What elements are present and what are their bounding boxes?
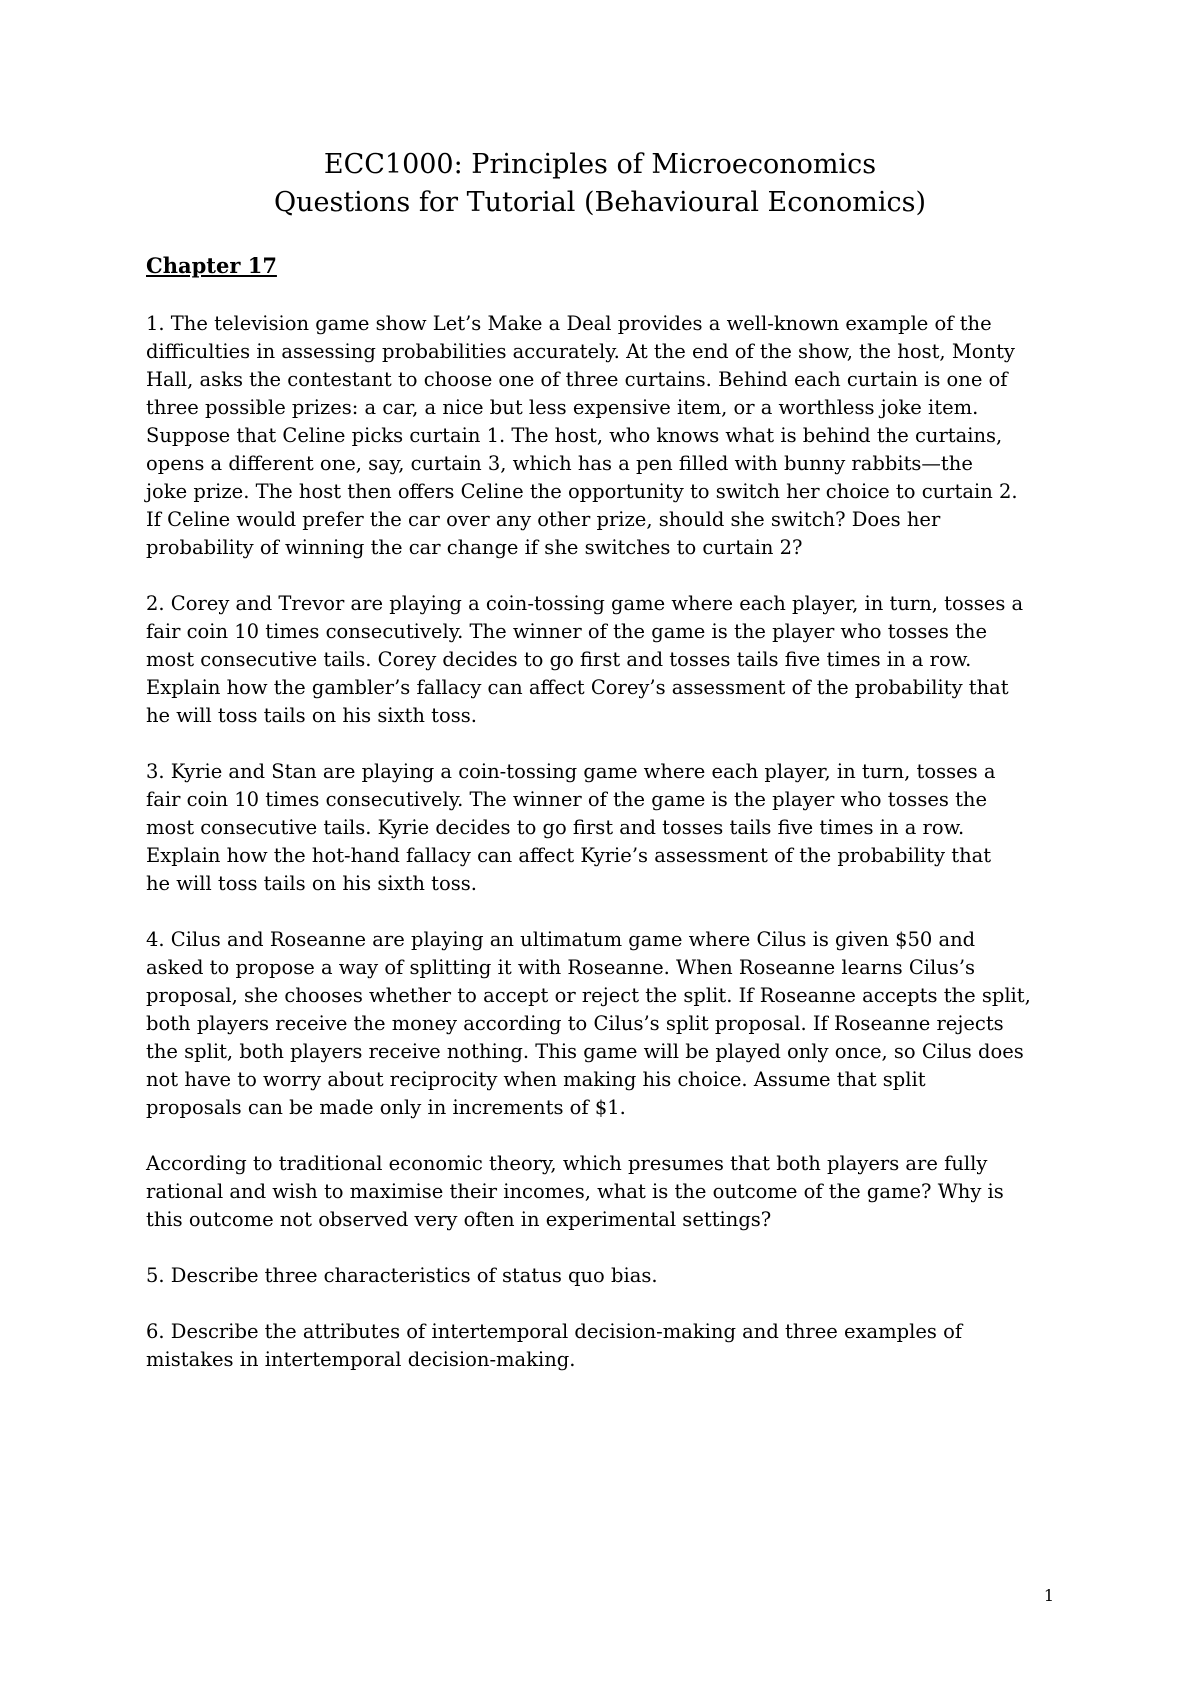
text-line: both players receive the money according to Cilus’s split proposal. If Roseanne rejects [146, 1012, 1004, 1035]
text-line: probability of winning the car change if she switches to curtain 2? [146, 536, 803, 559]
text-line: he will toss tails on his sixth toss. [146, 872, 477, 895]
text-line: fair coin 10 times consecutively. The winner of the game is the player who tosses the [146, 620, 988, 643]
text-line: difficulties in assessing probabilities accurately. At the end of the show, the host, Monty [146, 340, 1015, 363]
text-line: 2. Corey and Trevor are playing a coin-tossing game where each player, in turn, tosses a [146, 592, 1024, 615]
chapter-heading: Chapter 17 [146, 253, 277, 278]
text-line: this outcome not observed very often in experimental settings? [146, 1208, 772, 1231]
text-line: most consecutive tails. Kyrie decides to go first and tosses tails five times in a row. [146, 816, 965, 839]
text-line: fair coin 10 times consecutively. The winner of the game is the player who tosses the [146, 788, 988, 811]
text-line: If Celine would prefer the car over any other prize, should she switch? Does her [146, 508, 941, 531]
question-2 [146, 590, 1076, 730]
text-line: 4. Cilus and Roseanne are playing an ultimatum game where Cilus is given $50 and [146, 928, 976, 951]
document-title [0, 146, 1200, 222]
text-line: 1. The television game show Let’s Make a Deal provides a well-known example of the [146, 312, 992, 335]
title-line-1: ECC1000: Principles of Microeconomics [323, 149, 877, 180]
text-line: three possible prizes: a car, a nice but less expensive item, or a worthless joke item. [146, 396, 979, 419]
text-line: most consecutive tails. Corey decides to go first and tosses tails five times in a row. [146, 648, 972, 671]
text-line: not have to worry about reciprocity when making his choice. Assume that split [146, 1068, 926, 1091]
text-line: the split, both players receive nothing. This game will be played only once, so Cilus does [146, 1040, 1024, 1063]
text-line: rational and wish to maximise their incomes, what is the outcome of the game? Why is [146, 1180, 1004, 1203]
question-4 [146, 926, 1076, 1122]
page-number: 1 [1043, 1586, 1054, 1605]
text-line: According to traditional economic theory, which presumes that both players are fully [146, 1152, 988, 1175]
text-line: Explain how the gambler’s fallacy can affect Corey’s assessment of the probability that [146, 676, 1009, 699]
text-line: Suppose that Celine picks curtain 1. The host, who knows what is behind the curtains, [146, 424, 1003, 447]
text-line: 6. Describe the attributes of intertemporal decision-making and three examples of [146, 1320, 963, 1343]
text-line: joke prize. The host then offers Celine the opportunity to switch her choice to curtain 2. [146, 480, 1018, 503]
question-5 [146, 1262, 1076, 1290]
text-line: opens a different one, say, curtain 3, which has a pen filled with bunny rabbits—the [146, 452, 973, 475]
text-line: 5. Describe three characteristics of status quo bias. [146, 1264, 658, 1287]
question-4-follow-up [146, 1150, 1076, 1234]
text-line: proposal, she chooses whether to accept or reject the split. If Roseanne accepts the split, [146, 984, 1031, 1007]
question-1 [146, 310, 1076, 562]
text-line: he will toss tails on his sixth toss. [146, 704, 477, 727]
question-3 [146, 758, 1076, 898]
text-line: Hall, asks the contestant to choose one of three curtains. Behind each curtain is one of [146, 368, 1008, 391]
text-line: 3. Kyrie and Stan are playing a coin-tossing game where each player, in turn, tosses a [146, 760, 996, 783]
text-line: mistakes in intertemporal decision-making. [146, 1348, 576, 1371]
question-6 [146, 1318, 1076, 1374]
text-line: Explain how the hot-hand fallacy can affect Kyrie’s assessment of the probability that [146, 844, 992, 867]
text-line: proposals can be made only in increments of $1. [146, 1096, 626, 1119]
text-line: asked to propose a way of splitting it with Roseanne. When Roseanne learns Cilus’s [146, 956, 976, 979]
questions-body [146, 310, 1076, 1402]
title-line-2: Questions for Tutorial (Behavioural Economics) [273, 187, 927, 218]
